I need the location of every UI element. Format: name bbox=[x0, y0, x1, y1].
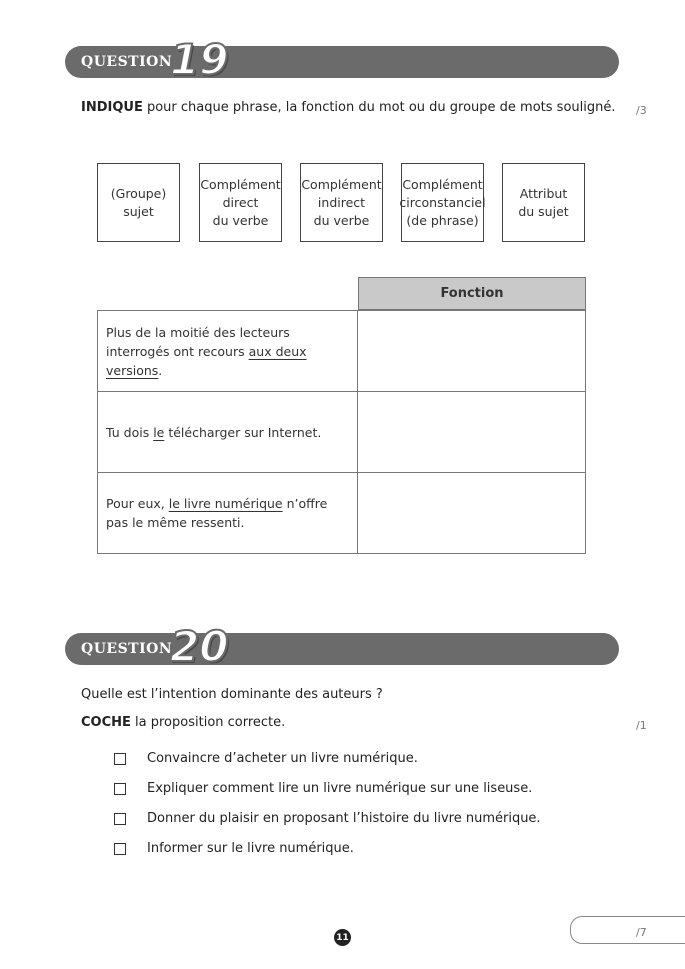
underlined-words: le bbox=[153, 424, 165, 440]
option-label: Donner du plaisir en proposant l’histoire du livre numérique. bbox=[147, 811, 541, 826]
q19-instruction bbox=[81, 100, 616, 115]
option-label: Informer sur le livre numérique. bbox=[147, 841, 354, 856]
option-label: Convaincre d’acheter un livre numérique. bbox=[147, 751, 418, 766]
q19-instruction-verb: INDIQUE bbox=[81, 100, 143, 115]
function-choice-card bbox=[97, 163, 180, 242]
question-label: QUESTION bbox=[81, 54, 173, 70]
underlined-words: le livre numérique bbox=[168, 496, 283, 511]
q20-instruction bbox=[81, 715, 285, 730]
q19-instruction-text: pour chaque phrase, la fonction du mot ou du groupe de mots souligné. bbox=[142, 100, 616, 115]
sentence-cell bbox=[97, 473, 358, 554]
answer-cell[interactable] bbox=[358, 473, 586, 554]
option-checkbox[interactable] bbox=[114, 753, 126, 765]
function-choice-label: Complément circonstanciel (de phrase) bbox=[399, 176, 486, 228]
function-choice-label: Complément indirect du verbe bbox=[301, 176, 382, 228]
function-choice-card bbox=[300, 163, 383, 242]
function-choice-label: Complément direct du verbe bbox=[200, 176, 281, 228]
option-checkbox[interactable] bbox=[114, 843, 126, 855]
sentence-cell bbox=[97, 310, 358, 392]
total-score: /7 bbox=[636, 926, 647, 939]
q20-instruction-verb: COCHE bbox=[81, 715, 131, 730]
answer-option bbox=[114, 781, 532, 796]
function-choice-card bbox=[502, 163, 585, 242]
sentence-text: Tu dois le télécharger sur Internet. bbox=[106, 424, 322, 440]
question-label: QUESTION bbox=[81, 641, 173, 657]
page-number: 11 bbox=[334, 929, 351, 946]
question-20-header bbox=[65, 622, 619, 671]
question-number: 20 bbox=[170, 622, 229, 671]
q20-instruction-text: la proposition correcte. bbox=[130, 715, 286, 730]
function-choice-card bbox=[401, 163, 484, 242]
table-header-fonction: Fonction bbox=[358, 277, 586, 310]
option-checkbox[interactable] bbox=[114, 783, 126, 795]
function-choice-label: (Groupe) sujet bbox=[110, 185, 167, 219]
option-label: Expliquer comment lire un livre numérique sur une liseuse. bbox=[147, 781, 533, 796]
q20-question: Quelle est l’intention dominante des auteurs ? bbox=[81, 687, 383, 702]
answer-cell[interactable] bbox=[358, 392, 586, 473]
q20-score: /1 bbox=[636, 719, 647, 732]
sentence-cell bbox=[97, 392, 358, 473]
question-19-header bbox=[65, 35, 619, 84]
sentence-text: Pour eux, le livre numérique n’offre pas le même ressenti. bbox=[106, 496, 328, 530]
answer-option bbox=[114, 751, 418, 766]
q19-score: /3 bbox=[636, 104, 647, 117]
total-score-box bbox=[570, 916, 685, 944]
underlined-words: aux deux versions bbox=[106, 343, 307, 378]
option-checkbox[interactable] bbox=[114, 813, 126, 825]
answer-option bbox=[114, 841, 354, 856]
answer-cell[interactable] bbox=[358, 310, 586, 392]
sentence-text: Plus de la moitié des lecteurs interrogés ont recours aux deux versions. bbox=[106, 324, 307, 378]
function-choice-card bbox=[199, 163, 282, 242]
question-number: 19 bbox=[170, 35, 229, 84]
answer-option bbox=[114, 811, 541, 826]
function-choice-label: Attribut du sujet bbox=[518, 185, 569, 219]
